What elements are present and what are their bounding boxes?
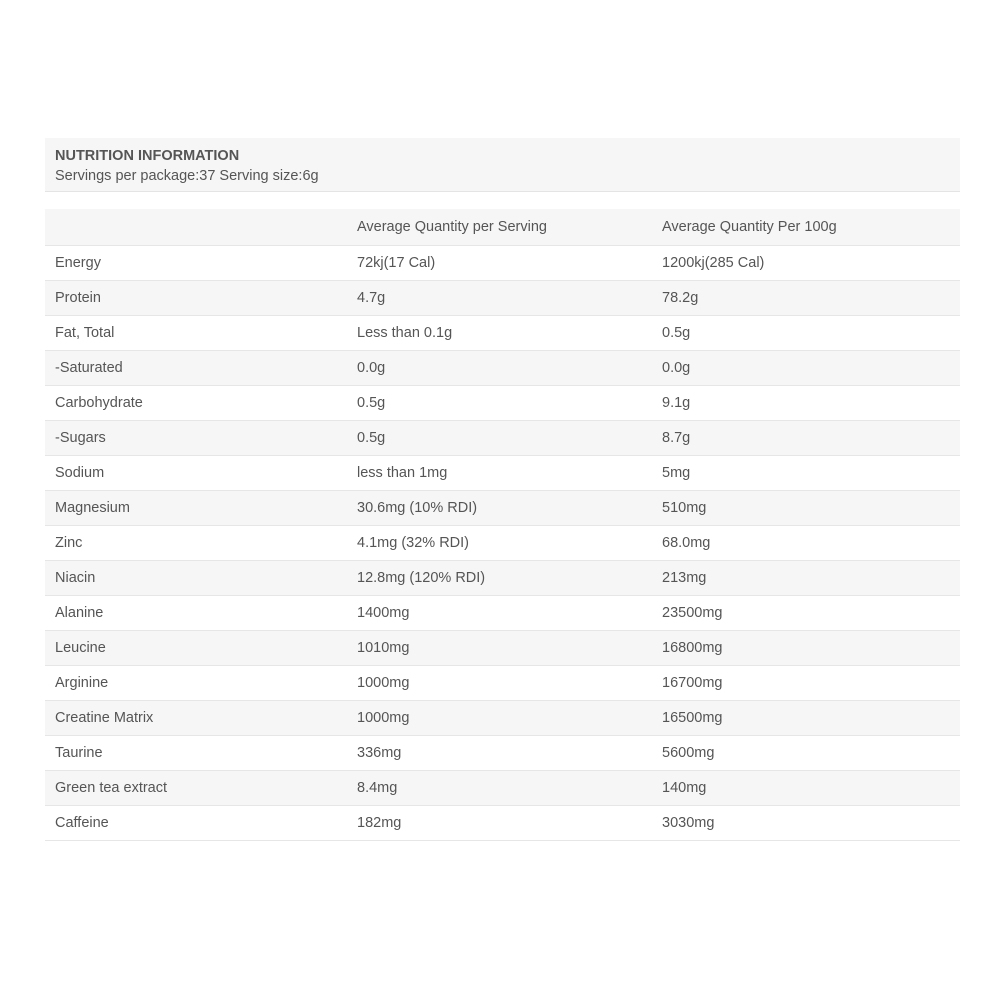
nutrition-title: NUTRITION INFORMATION <box>55 148 240 164</box>
table-row <box>45 525 960 560</box>
per-100g-value: 1200kj(285 Cal) <box>652 245 960 280</box>
per-serving-value: 1000mg <box>347 665 652 700</box>
header-nutrient <box>45 209 347 245</box>
table-row <box>45 630 960 665</box>
table-row <box>45 735 960 770</box>
per-serving-value: 1010mg <box>347 630 652 665</box>
nutrient-name: Protein <box>45 280 347 315</box>
per-100g-value: 23500mg <box>652 595 960 630</box>
table-row <box>45 665 960 700</box>
nutrient-name: Zinc <box>45 525 347 560</box>
nutrient-name: Carbohydrate <box>45 385 347 420</box>
nutrient-name: Niacin <box>45 560 347 595</box>
nutrient-name: -Saturated <box>45 350 347 385</box>
per-100g-value: 140mg <box>652 770 960 805</box>
per-100g-value: 9.1g <box>652 385 960 420</box>
table-row <box>45 595 960 630</box>
nutrient-name: Fat, Total <box>45 315 347 350</box>
per-100g-value: 68.0mg <box>652 525 960 560</box>
per-serving-value: 182mg <box>347 805 652 840</box>
nutrient-name: Green tea extract <box>45 770 347 805</box>
per-100g-value: 16800mg <box>652 630 960 665</box>
servings-info: Servings per package:37 Serving size:6g <box>55 168 319 184</box>
per-100g-value: 0.5g <box>652 315 960 350</box>
per-serving-value: 4.7g <box>347 280 652 315</box>
per-serving-value: 4.1mg (32% RDI) <box>347 525 652 560</box>
nutrition-table <box>45 209 960 841</box>
per-serving-value: 0.0g <box>347 350 652 385</box>
per-serving-value: 12.8mg (120% RDI) <box>347 560 652 595</box>
table-row <box>45 420 960 455</box>
nutrient-name: Creatine Matrix <box>45 700 347 735</box>
per-serving-value: 1400mg <box>347 595 652 630</box>
table-row <box>45 315 960 350</box>
table-row <box>45 455 960 490</box>
per-100g-value: 3030mg <box>652 805 960 840</box>
per-100g-value: 213mg <box>652 560 960 595</box>
table-row <box>45 385 960 420</box>
per-100g-value: 5600mg <box>652 735 960 770</box>
nutrient-name: Magnesium <box>45 490 347 525</box>
nutrient-name: Caffeine <box>45 805 347 840</box>
table-row <box>45 245 960 280</box>
per-100g-value: 5mg <box>652 455 960 490</box>
table-row <box>45 770 960 805</box>
table-row <box>45 350 960 385</box>
table-row <box>45 490 960 525</box>
per-serving-value: 0.5g <box>347 420 652 455</box>
nutrient-name: Sodium <box>45 455 347 490</box>
per-serving-value: 1000mg <box>347 700 652 735</box>
nutrition-panel <box>45 138 960 841</box>
per-100g-value: 8.7g <box>652 420 960 455</box>
nutrient-name: Energy <box>45 245 347 280</box>
per-serving-value: 336mg <box>347 735 652 770</box>
table-row <box>45 700 960 735</box>
per-100g-value: 16700mg <box>652 665 960 700</box>
nutrient-name: Taurine <box>45 735 347 770</box>
per-100g-value: 0.0g <box>652 350 960 385</box>
nutrition-info-header <box>45 138 960 192</box>
header-per-serving: Average Quantity per Serving <box>347 209 652 245</box>
per-100g-value: 78.2g <box>652 280 960 315</box>
per-serving-value: less than 1mg <box>347 455 652 490</box>
per-serving-value: 30.6mg (10% RDI) <box>347 490 652 525</box>
table-row <box>45 280 960 315</box>
per-serving-value: 8.4mg <box>347 770 652 805</box>
per-serving-value: 0.5g <box>347 385 652 420</box>
nutrient-name: -Sugars <box>45 420 347 455</box>
table-header-row <box>45 209 960 245</box>
per-serving-value: Less than 0.1g <box>347 315 652 350</box>
nutrient-name: Leucine <box>45 630 347 665</box>
nutrient-name: Alanine <box>45 595 347 630</box>
nutrient-name: Arginine <box>45 665 347 700</box>
header-per-100g: Average Quantity Per 100g <box>652 209 960 245</box>
per-100g-value: 16500mg <box>652 700 960 735</box>
table-row <box>45 805 960 840</box>
table-row <box>45 560 960 595</box>
per-100g-value: 510mg <box>652 490 960 525</box>
per-serving-value: 72kj(17 Cal) <box>347 245 652 280</box>
